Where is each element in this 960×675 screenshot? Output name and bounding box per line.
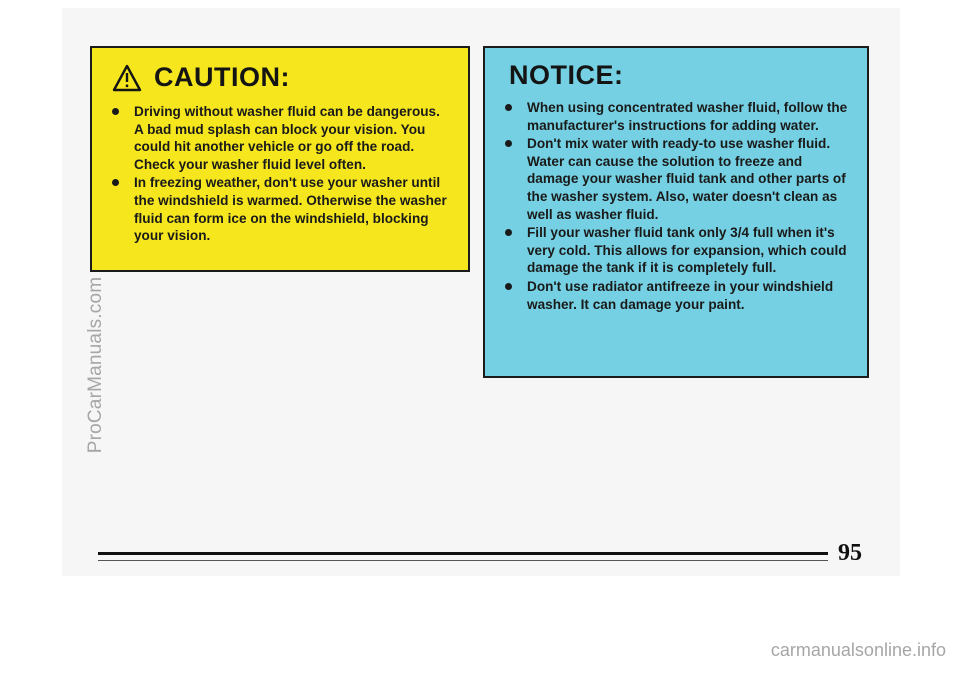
notice-item-text: Fill your washer fluid tank only 3/4 full when it's very cold. This allows for expansion, which could damage the tank if it is completely full. (527, 225, 847, 276)
caution-item (110, 174, 450, 244)
notice-item-text: Don't mix water with ready-to use washer fluid. Water can cause the solution to freeze and damage your washer fluid tank and other parts of the washer system. Also, water doesn't clean as well as washer fluid. (527, 136, 846, 222)
caution-list (110, 103, 450, 245)
footer-watermark: carmanualsonline.info (770, 640, 946, 660)
notice-title: NOTICE: (509, 60, 624, 90)
notice-item (503, 278, 849, 313)
bullet-icon (505, 229, 512, 236)
footer-rule-thin (98, 560, 828, 561)
notice-list (503, 99, 849, 313)
footer-rule (98, 552, 828, 555)
bullet-icon (112, 179, 119, 186)
caution-item-text: In freezing weather, don't use your washer until the windshield is warmed. Otherwise the washer fluid can form ice on the windshield, blocking your vision. (134, 175, 447, 244)
notice-item-text: Don't use radiator antifreeze in your windshield washer. It can damage your paint. (527, 278, 834, 312)
side-watermark: ProCarManuals.com (85, 276, 106, 454)
warning-triangle-icon (112, 64, 142, 92)
bullet-icon (505, 140, 512, 147)
bullet-icon (112, 108, 119, 115)
notice-item-text: When using concentrated washer fluid, follow the manufacturer's instructions for adding water. (527, 100, 848, 133)
caution-header (112, 62, 450, 93)
caution-title: CAUTION: (154, 62, 290, 92)
notice-box (483, 46, 869, 378)
notice-item (503, 99, 849, 134)
page-number: 95 (838, 540, 862, 566)
caution-item (110, 103, 450, 173)
bullet-icon (505, 283, 512, 290)
notice-item (503, 135, 849, 223)
caution-item-text: Driving without washer fluid can be dangerous. A bad mud splash can block your vision. You could hit another vehicle or go off the road. Check your washer fluid level often. (134, 104, 440, 172)
notice-item (503, 224, 849, 277)
caution-box (90, 46, 470, 272)
bullet-icon (505, 104, 512, 111)
